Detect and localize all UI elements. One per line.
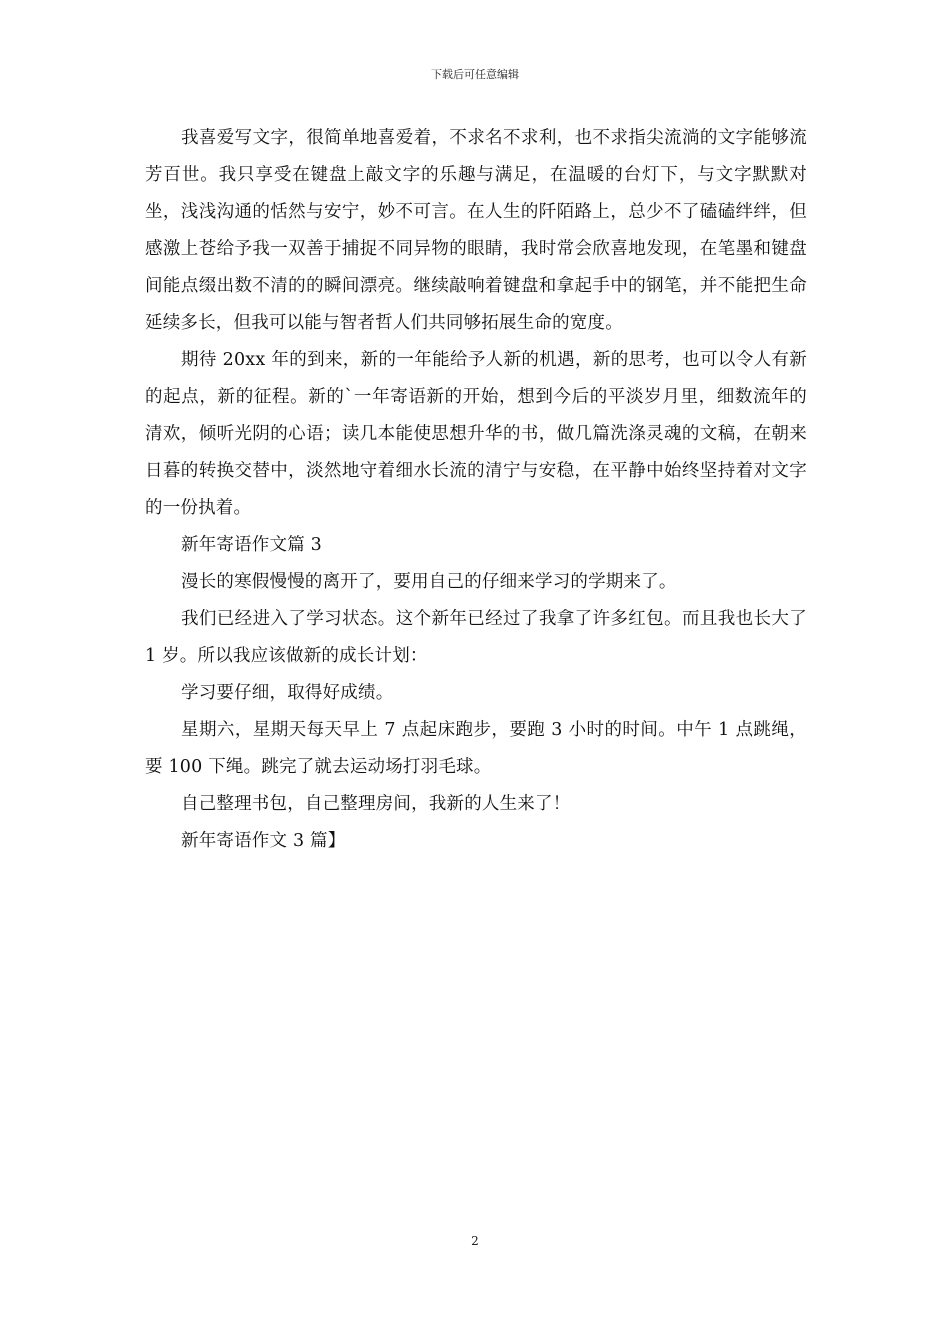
- paragraph-winter-break: 漫长的寒假慢慢的离开了，要用自己的仔细来学习的学期来了。: [181, 572, 677, 592]
- page-header: 下载后可任意编辑: [431, 68, 519, 81]
- paragraph-writing-love: 我喜爱写文字，很简单地喜爱着，不求名不求利，也不求指尖流淌的文字能够流芳百世。我只享受在键盘上敲文字的乐趣与满足，在温暖的台灯下，与文字默默对坐，浅浅沟通的恬然与安宁，妙不可言。在人生的阡陌路上，总少不了磕磕绊绊，但感激上苍给予我一双善于捕捉不同异物的眼睛，我时常会欣喜地发现，在笔墨和键盘间能点缀出数不清的的瞬间漂亮。继续敲响着键盘和拿起手中的钢笔，并不能把生命延续多长，但我可以能与智者哲人们共同够拓展生命的宽度。: [145, 128, 807, 333]
- paragraph-weekend-plan: 星期六，星期天每天早上 7 点起床跑步，要跑 3 小时的时间。中午 1 点跳绳，要 100 下绳。跳完了就去运动场打羽毛球。: [145, 720, 807, 777]
- paragraph-closing-title: 新年寄语作文 3 篇】: [181, 831, 346, 851]
- paragraph-study-state: 我们已经进入了学习状态。这个新年已经过了我拿了许多红包。而且我也长大了 1 岁。所以我应该做新的成长计划：: [145, 609, 807, 666]
- paragraph-study-goal: 学习要仔细，取得好成绩。: [181, 683, 394, 703]
- paragraph-new-year-hopes: 期待 20xx 年的到来，新的一年能给予人新的机遇，新的思考，也可以令人有新的起点，新的征程。新的`一年寄语新的开始，想到今后的平淡岁月里，细数流年的清欢，倾听光阴的心语；读几本能使思想升华的书，做几篇洗涤灵魂的文稿，在朝来日暮的转换交替中，淡然地守着细水长流的清宁与安稳，在平静中始终坚持着对文字的一份执着。: [145, 350, 807, 518]
- page-number: 2: [471, 1234, 479, 1248]
- paragraph-self-organize: 自己整理书包，自己整理房间，我新的人生来了！: [181, 794, 571, 814]
- document-body: [145, 120, 807, 860]
- section-heading-essay-3: 新年寄语作文篇 3: [181, 535, 322, 555]
